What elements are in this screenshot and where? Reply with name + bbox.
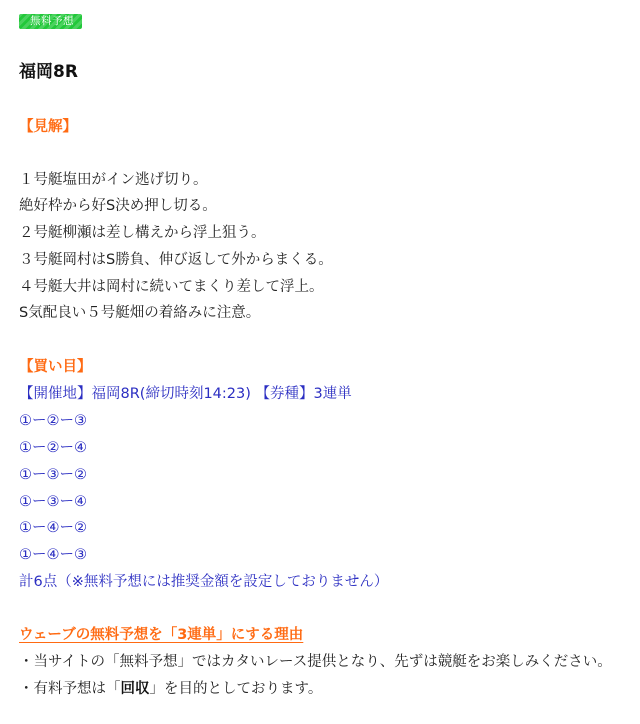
race-info: 【開催地】福岡8R(締切時刻14:23) 【券種】3連単: [19, 386, 352, 402]
analysis-line: ４号艇大井は岡村に続いてまくり差して浮上。: [19, 279, 324, 295]
bet-combination: ①ー④ー②: [19, 520, 87, 536]
bet-combination: ①ー②ー③: [19, 413, 87, 429]
free-prediction-badge: 無料予想: [19, 14, 82, 29]
bet-combination: ①ー②ー④: [19, 440, 87, 456]
page-title: 福岡8R: [19, 62, 78, 82]
analysis-line: ３号艇岡村はS勝負、伸び返して外からまくる。: [19, 252, 333, 268]
bet-combination: ①ー③ー②: [19, 467, 87, 483]
reason-line-2-emphasis: 回収: [120, 681, 150, 697]
bet-total: 計6点（※無料予想には推奨金額を設定しておりません）: [19, 574, 389, 590]
reason-line-2-prefix: ・有料予想は「: [19, 681, 121, 697]
analysis-heading: 【見解】: [19, 119, 77, 135]
analysis-line: １号艇塩田がイン逃げ切り。: [19, 172, 208, 188]
reason-line-1: ・当サイトの「無料予想」ではカタいレース提供となり、先ずは競艇をお楽しみください。: [19, 654, 612, 670]
reason-line-2: [19, 679, 322, 699]
reason-line-2-suffix: 」を目的としております。: [149, 681, 323, 697]
bet-combination: ①ー③ー④: [19, 494, 87, 510]
analysis-line: 絶好枠から好S決め押し切る。: [19, 198, 217, 214]
bet-combination: ①ー④ー③: [19, 547, 87, 563]
bets-heading: 【買い目】: [19, 359, 92, 375]
analysis-line: S気配良い５号艇畑の着絡みに注意。: [19, 305, 261, 321]
reason-heading: ウェーブの無料予想を「3連単」にする理由: [19, 627, 304, 643]
analysis-line: ２号艇柳瀬は差し構えから浮上狙う。: [19, 225, 266, 241]
